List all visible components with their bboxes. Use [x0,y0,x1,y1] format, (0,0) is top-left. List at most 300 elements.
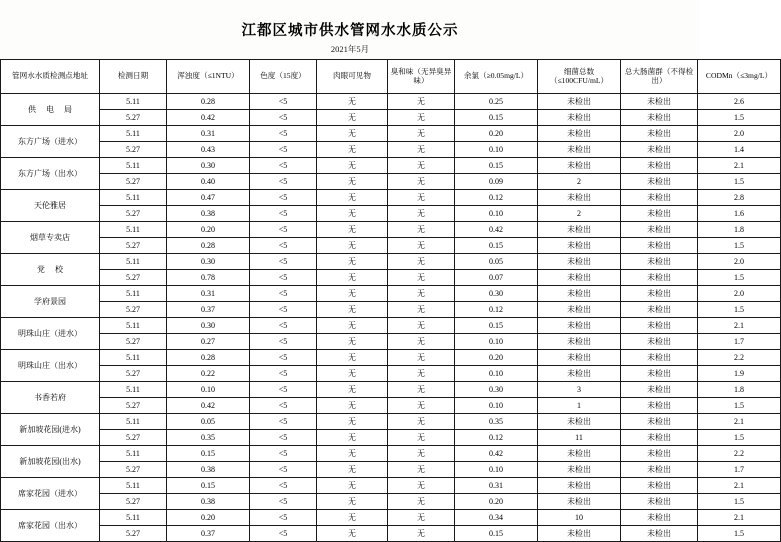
cell-odor: 无 [388,238,455,254]
cell-bacteria-count: 10 [538,510,621,526]
cell-turbidity: 0.22 [167,366,250,382]
cell-date: 5.11 [100,94,167,110]
cell-bacteria-count: 未检出 [538,126,621,142]
cell-bacteria-count: 2 [538,174,621,190]
cell-coliform: 未检出 [621,510,698,526]
cell-turbidity: 0.42 [167,110,250,126]
table-row [1,302,781,318]
cell-color: <5 [250,254,317,270]
table-row [1,254,781,270]
cell-coliform: 未检出 [621,526,698,542]
cell-turbidity: 0.28 [167,94,250,110]
cell-coliform: 未检出 [621,254,698,270]
cell-visible-matter: 无 [317,382,388,398]
cell-color: <5 [250,222,317,238]
table-row [1,94,781,110]
col-header-odor: 臭和味（无异臭异味） [388,60,455,94]
col-header-residual-chlorine: 余氯（≥0.05mg/L） [455,60,538,94]
cell-turbidity: 0.37 [167,302,250,318]
col-header-codmn: CODMn（≤3mg/L） [698,60,781,94]
cell-date: 5.27 [100,366,167,382]
cell-visible-matter: 无 [317,254,388,270]
cell-coliform: 未检出 [621,158,698,174]
cell-visible-matter: 无 [317,174,388,190]
cell-date: 5.11 [100,254,167,270]
cell-coliform: 未检出 [621,142,698,158]
cell-visible-matter: 无 [317,334,388,350]
cell-residual-chlorine: 0.12 [455,302,538,318]
cell-residual-chlorine: 0.42 [455,222,538,238]
cell-odor: 无 [388,446,455,462]
cell-turbidity: 0.35 [167,430,250,446]
cell-color: <5 [250,94,317,110]
cell-color: <5 [250,158,317,174]
cell-visible-matter: 无 [317,430,388,446]
cell-date: 5.27 [100,110,167,126]
cell-residual-chlorine: 0.34 [455,510,538,526]
cell-date: 5.27 [100,302,167,318]
cell-codmn: 1.5 [698,526,781,542]
cell-date: 5.27 [100,270,167,286]
col-header-turbidity: 浑浊度（≤1NTU） [167,60,250,94]
cell-bacteria-count: 未检出 [538,462,621,478]
cell-odor: 无 [388,126,455,142]
cell-date: 5.11 [100,478,167,494]
cell-coliform: 未检出 [621,366,698,382]
table-row [1,142,781,158]
cell-date: 5.27 [100,334,167,350]
table-row [1,398,781,414]
cell-point: 天伦雅居 [1,190,100,222]
cell-coliform: 未检出 [621,206,698,222]
cell-residual-chlorine: 0.15 [455,526,538,542]
cell-color: <5 [250,302,317,318]
page-title: 江都区城市供水管网水水质公示 [241,23,459,39]
cell-color: <5 [250,350,317,366]
cell-codmn: 2.0 [698,286,781,302]
cell-bacteria-count: 未检出 [538,334,621,350]
cell-coliform: 未检出 [621,286,698,302]
cell-residual-chlorine: 0.07 [455,270,538,286]
cell-bacteria-count: 未检出 [538,110,621,126]
cell-date: 5.27 [100,142,167,158]
cell-coliform: 未检出 [621,462,698,478]
cell-date: 5.27 [100,430,167,446]
cell-date: 5.11 [100,318,167,334]
cell-point: 党 校 [1,254,100,286]
cell-codmn: 2.1 [698,478,781,494]
cell-point: 烟草专卖店 [1,222,100,254]
cell-bacteria-count: 11 [538,430,621,446]
cell-residual-chlorine: 0.20 [455,126,538,142]
cell-bacteria-count: 未检出 [538,302,621,318]
cell-visible-matter: 无 [317,110,388,126]
cell-codmn: 1.5 [698,270,781,286]
cell-color: <5 [250,478,317,494]
cell-odor: 无 [388,462,455,478]
cell-date: 5.27 [100,206,167,222]
cell-bacteria-count: 未检出 [538,190,621,206]
table-row [1,222,781,238]
cell-codmn: 1.5 [698,494,781,510]
cell-visible-matter: 无 [317,446,388,462]
cell-codmn: 2.1 [698,510,781,526]
cell-turbidity: 0.15 [167,446,250,462]
cell-residual-chlorine: 0.10 [455,366,538,382]
cell-color: <5 [250,110,317,126]
cell-bacteria-count: 未检出 [538,94,621,110]
cell-coliform: 未检出 [621,94,698,110]
cell-coliform: 未检出 [621,398,698,414]
cell-coliform: 未检出 [621,318,698,334]
cell-color: <5 [250,206,317,222]
cell-visible-matter: 无 [317,462,388,478]
cell-residual-chlorine: 0.15 [455,318,538,334]
cell-point: 新加坡花园(出水) [1,446,100,478]
cell-odor: 无 [388,158,455,174]
cell-residual-chlorine: 0.20 [455,350,538,366]
cell-turbidity: 0.10 [167,382,250,398]
cell-residual-chlorine: 0.42 [455,446,538,462]
table-row [1,382,781,398]
page-subtitle: 2021年5月 [330,44,370,54]
cell-coliform: 未检出 [621,190,698,206]
cell-odor: 无 [388,494,455,510]
cell-visible-matter: 无 [317,414,388,430]
cell-codmn: 1.5 [698,238,781,254]
cell-turbidity: 0.47 [167,190,250,206]
cell-bacteria-count: 未检出 [538,366,621,382]
col-header-visible-matter: 肉眼可见物 [317,60,388,94]
cell-bacteria-count: 未检出 [538,254,621,270]
cell-point: 书香若府 [1,382,100,414]
cell-odor: 无 [388,510,455,526]
cell-odor: 无 [388,318,455,334]
table-row [1,270,781,286]
cell-residual-chlorine: 0.10 [455,142,538,158]
cell-date: 5.27 [100,494,167,510]
cell-point: 学府景园 [1,286,100,318]
cell-odor: 无 [388,382,455,398]
cell-odor: 无 [388,334,455,350]
cell-date: 5.27 [100,526,167,542]
cell-date: 5.27 [100,462,167,478]
cell-codmn: 1.4 [698,142,781,158]
cell-turbidity: 0.28 [167,350,250,366]
table-row [1,526,781,542]
cell-coliform: 未检出 [621,126,698,142]
cell-odor: 无 [388,174,455,190]
table-row [1,158,781,174]
cell-residual-chlorine: 0.10 [455,462,538,478]
cell-coliform: 未检出 [621,334,698,350]
table-row [1,462,781,478]
table-row [1,414,781,430]
cell-turbidity: 0.78 [167,270,250,286]
col-header-bacteria-count: 细菌总数（≤100CFU/mL） [538,60,621,94]
cell-point: 席家花园（出水） [1,510,100,542]
cell-turbidity: 0.20 [167,510,250,526]
cell-codmn: 1.8 [698,382,781,398]
cell-codmn: 1.5 [698,430,781,446]
cell-odor: 无 [388,110,455,126]
cell-bacteria-count: 未检出 [538,446,621,462]
water-quality-table [0,59,781,542]
cell-coliform: 未检出 [621,414,698,430]
cell-bacteria-count: 未检出 [538,526,621,542]
table-row [1,510,781,526]
cell-odor: 无 [388,190,455,206]
table-row [1,110,781,126]
cell-coliform: 未检出 [621,302,698,318]
cell-turbidity: 0.37 [167,526,250,542]
cell-coliform: 未检出 [621,382,698,398]
cell-visible-matter: 无 [317,526,388,542]
col-header-date: 检测日期 [100,60,167,94]
cell-codmn: 1.5 [698,174,781,190]
col-header-coliform: 总大肠菌群（不得检出） [621,60,698,94]
cell-codmn: 1.6 [698,206,781,222]
cell-coliform: 未检出 [621,446,698,462]
cell-color: <5 [250,510,317,526]
cell-residual-chlorine: 0.15 [455,110,538,126]
cell-visible-matter: 无 [317,142,388,158]
cell-residual-chlorine: 0.10 [455,398,538,414]
cell-bacteria-count: 1 [538,398,621,414]
cell-bacteria-count: 未检出 [538,350,621,366]
cell-visible-matter: 无 [317,286,388,302]
header-row [1,60,781,94]
table-row [1,286,781,302]
cell-turbidity: 0.40 [167,174,250,190]
cell-residual-chlorine: 0.09 [455,174,538,190]
cell-turbidity: 0.20 [167,222,250,238]
cell-odor: 无 [388,430,455,446]
cell-coliform: 未检出 [621,430,698,446]
cell-color: <5 [250,430,317,446]
cell-residual-chlorine: 0.12 [455,430,538,446]
cell-codmn: 1.9 [698,366,781,382]
cell-odor: 无 [388,526,455,542]
cell-odor: 无 [388,350,455,366]
cell-residual-chlorine: 0.05 [455,254,538,270]
cell-color: <5 [250,318,317,334]
cell-visible-matter: 无 [317,206,388,222]
cell-point: 东方广场（出水） [1,158,100,190]
cell-odor: 无 [388,222,455,238]
cell-codmn: 1.5 [698,110,781,126]
cell-date: 5.11 [100,190,167,206]
cell-visible-matter: 无 [317,318,388,334]
cell-color: <5 [250,462,317,478]
cell-residual-chlorine: 0.31 [455,478,538,494]
table-row [1,174,781,190]
table-row [1,494,781,510]
cell-coliform: 未检出 [621,494,698,510]
cell-visible-matter: 无 [317,190,388,206]
cell-bacteria-count: 未检出 [538,318,621,334]
cell-visible-matter: 无 [317,270,388,286]
cell-coliform: 未检出 [621,238,698,254]
cell-date: 5.11 [100,222,167,238]
cell-date: 5.11 [100,382,167,398]
cell-color: <5 [250,494,317,510]
cell-point: 席家花园（进水） [1,478,100,510]
cell-codmn: 1.5 [698,302,781,318]
cell-turbidity: 0.38 [167,494,250,510]
cell-point: 明珠山庄（出水） [1,350,100,382]
cell-bacteria-count: 未检出 [538,494,621,510]
cell-point: 新加坡花园(进水) [1,414,100,446]
cell-coliform: 未检出 [621,174,698,190]
cell-odor: 无 [388,398,455,414]
cell-bacteria-count: 未检出 [538,142,621,158]
cell-turbidity: 0.30 [167,254,250,270]
col-header-color: 色度（15度） [250,60,317,94]
table-row [1,206,781,222]
cell-visible-matter: 无 [317,238,388,254]
cell-residual-chlorine: 0.10 [455,206,538,222]
cell-turbidity: 0.31 [167,286,250,302]
cell-date: 5.27 [100,174,167,190]
cell-coliform: 未检出 [621,222,698,238]
cell-visible-matter: 无 [317,350,388,366]
table-header [1,60,781,94]
cell-odor: 无 [388,94,455,110]
cell-turbidity: 0.43 [167,142,250,158]
cell-odor: 无 [388,142,455,158]
cell-turbidity: 0.28 [167,238,250,254]
table-row [1,446,781,462]
cell-point: 东方广场（进水） [1,126,100,158]
cell-visible-matter: 无 [317,94,388,110]
cell-point: 供 电 局 [1,94,100,126]
table-row [1,126,781,142]
cell-date: 5.11 [100,414,167,430]
cell-residual-chlorine: 0.30 [455,286,538,302]
cell-odor: 无 [388,270,455,286]
col-header-point: 管网水水质检测点地址 [1,60,100,94]
table-row [1,190,781,206]
cell-codmn: 2.0 [698,254,781,270]
cell-visible-matter: 无 [317,398,388,414]
cell-color: <5 [250,126,317,142]
cell-codmn: 2.6 [698,94,781,110]
cell-visible-matter: 无 [317,494,388,510]
cell-coliform: 未检出 [621,270,698,286]
cell-odor: 无 [388,478,455,494]
cell-codmn: 1.7 [698,334,781,350]
cell-codmn: 2.1 [698,318,781,334]
cell-turbidity: 0.38 [167,206,250,222]
table-row [1,350,781,366]
cell-color: <5 [250,398,317,414]
cell-turbidity: 0.38 [167,462,250,478]
cell-turbidity: 0.05 [167,414,250,430]
cell-residual-chlorine: 0.20 [455,494,538,510]
cell-visible-matter: 无 [317,126,388,142]
cell-bacteria-count: 未检出 [538,478,621,494]
cell-odor: 无 [388,366,455,382]
table-row [1,238,781,254]
cell-codmn: 2.0 [698,126,781,142]
cell-color: <5 [250,190,317,206]
cell-codmn: 1.5 [698,398,781,414]
cell-color: <5 [250,142,317,158]
cell-bacteria-count: 2 [538,206,621,222]
cell-odor: 无 [388,286,455,302]
cell-codmn: 2.8 [698,190,781,206]
cell-color: <5 [250,446,317,462]
table-row [1,430,781,446]
cell-date: 5.11 [100,286,167,302]
cell-residual-chlorine: 0.15 [455,158,538,174]
cell-residual-chlorine: 0.35 [455,414,538,430]
cell-date: 5.11 [100,158,167,174]
cell-codmn: 2.1 [698,414,781,430]
cell-codmn: 1.7 [698,462,781,478]
cell-odor: 无 [388,254,455,270]
cell-codmn: 2.1 [698,158,781,174]
cell-odor: 无 [388,414,455,430]
cell-visible-matter: 无 [317,478,388,494]
cell-residual-chlorine: 0.10 [455,334,538,350]
cell-date: 5.11 [100,126,167,142]
cell-bacteria-count: 3 [538,382,621,398]
table-row [1,478,781,494]
cell-turbidity: 0.30 [167,158,250,174]
cell-bacteria-count: 未检出 [538,270,621,286]
cell-odor: 无 [388,206,455,222]
cell-coliform: 未检出 [621,110,698,126]
cell-bacteria-count: 未检出 [538,238,621,254]
table-row [1,334,781,350]
cell-turbidity: 0.42 [167,398,250,414]
cell-residual-chlorine: 0.25 [455,94,538,110]
table-body [1,94,781,542]
cell-codmn: 2.2 [698,350,781,366]
cell-bacteria-count: 未检出 [538,414,621,430]
cell-residual-chlorine: 0.12 [455,190,538,206]
cell-color: <5 [250,174,317,190]
cell-coliform: 未检出 [621,478,698,494]
cell-visible-matter: 无 [317,158,388,174]
cell-bacteria-count: 未检出 [538,158,621,174]
cell-residual-chlorine: 0.30 [455,382,538,398]
cell-color: <5 [250,238,317,254]
cell-turbidity: 0.30 [167,318,250,334]
cell-turbidity: 0.15 [167,478,250,494]
cell-visible-matter: 无 [317,302,388,318]
cell-date: 5.11 [100,446,167,462]
cell-bacteria-count: 未检出 [538,222,621,238]
cell-point: 明珠山庄（进水） [1,318,100,350]
cell-color: <5 [250,382,317,398]
cell-codmn: 1.8 [698,222,781,238]
cell-coliform: 未检出 [621,350,698,366]
cell-date: 5.27 [100,398,167,414]
cell-color: <5 [250,270,317,286]
cell-turbidity: 0.27 [167,334,250,350]
cell-date: 5.11 [100,510,167,526]
table-row [1,318,781,334]
cell-odor: 无 [388,302,455,318]
cell-turbidity: 0.31 [167,126,250,142]
table-row [1,366,781,382]
cell-date: 5.27 [100,238,167,254]
cell-color: <5 [250,334,317,350]
cell-color: <5 [250,414,317,430]
